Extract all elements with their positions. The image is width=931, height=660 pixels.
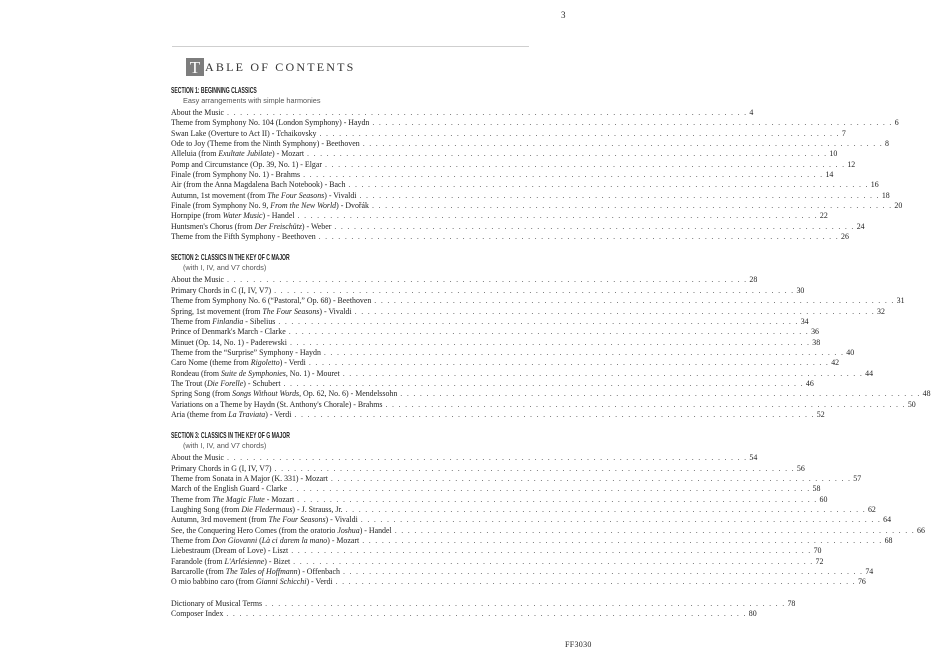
entry-title-text: ) - Bizet <box>264 556 291 566</box>
dot-leader: . . . . . . . . . . . . . . . . . . . . . . . . . . . . . . . . . . . . . . . . . . . . . . . . . . . . . . . . . . . . . . . . . . . . . . . . . . . . . . . . <box>372 201 893 211</box>
toc-entry <box>171 399 916 410</box>
entry-title-text: Primary Chords in C (I, IV, V7) <box>171 285 272 295</box>
toc-entry <box>171 546 822 556</box>
toc-entry <box>171 159 856 170</box>
entry-page-number: 78 <box>787 598 796 608</box>
entry-title-text: Theme from <box>171 536 213 546</box>
entry-title <box>171 307 352 317</box>
dot-leader: . . . . . . . . . . . . . . . . . . . . . . . . . . . . . . . . . . . . . . . . . . . . . . . . . . . . . . . . . . . . . . . . . . . . . . . . . . . . . . . . <box>303 170 824 180</box>
dot-leader: . . . . . . . . . . . . . . . . . . . . . . . . . . . . . . . . . . . . . . . . . . . . . . . . . . . . . . . . . . . . . . . . . . . . . . . . . . . . . . . . <box>330 473 852 483</box>
dot-leader: . . . . . . . . . . . . . . . . . . . . . . . . . . . . . . . . . . . . . . . . . . . . . . . . . . . . . . . . . . . . . . . . . . . . . . . . . . . . . . . . <box>297 494 818 504</box>
entry-page-number: 62 <box>867 505 876 514</box>
toc-entry <box>171 190 890 201</box>
entry-title-text: Rondeau (from <box>171 368 221 378</box>
entry-title <box>171 129 316 139</box>
entry-title-italic: The Four Seasons <box>268 515 326 525</box>
section-subtitle: (with I, IV, and V7 chords) <box>183 263 267 273</box>
entry-title-text: Spring, 1st movement (from <box>171 306 263 316</box>
toc-entry <box>171 285 805 296</box>
page-number: 3 <box>561 10 566 20</box>
entry-page-number: 80 <box>748 609 757 619</box>
entry-title <box>171 389 397 399</box>
dot-leader: . . . . . . . . . . . . . . . . . . . . . . . . . . . . . . . . . . . . . . . . . . . . . . . . . . . . . . . . . . . . . . . . . . . . . . . . . . . . . . . . <box>291 546 812 556</box>
entry-title-italic: The Magic Flute <box>212 494 265 504</box>
entry-title-text: , No. 1) - Mouret <box>285 368 340 378</box>
entry-title-text: ) - Vivaldi <box>324 190 357 200</box>
entry-title-text: ) - Offenbach <box>297 567 340 577</box>
entry-title-text: Pomp and Circumstance (Op. 39, No. 1) - Elgar <box>171 159 322 169</box>
entry-title-text: Barcarolle (from <box>171 567 226 577</box>
entry-title-text: ) - Verdi <box>279 358 306 368</box>
entry-title-italic: From the New World <box>270 201 337 211</box>
toc-entry <box>171 275 758 285</box>
entry-title-text: ) - Handel <box>359 525 392 535</box>
toc-entry <box>171 453 758 463</box>
entry-title-text: Caro Nome (theme from <box>171 358 251 368</box>
entry-title-text: ( <box>257 536 262 546</box>
toc-entry <box>171 347 855 358</box>
entry-title <box>171 505 343 515</box>
entry-title-italic: Rigoletto <box>250 358 280 368</box>
header-rule <box>172 46 529 47</box>
entry-title <box>171 232 316 242</box>
dot-leader: . . . . . . . . . . . . . . . . . . . . . . . . . . . . . . . . . . . . . . . . . . . . . . . . . . . . . . . . . . . . . . . . . . . . . . . . . . . . . . . . <box>394 525 916 535</box>
entry-title-italic: Die Fledermaus <box>241 505 293 514</box>
entry-title-text: Minuet (Op. 14, No. 1) - Paderewski <box>171 337 287 347</box>
entry-title-text: ) - Schubert <box>243 378 281 388</box>
entry-title-text: Finale (from Symphony No. 9, <box>171 201 271 211</box>
dot-leader: . . . . . . . . . . . . . . . . . . . . . . . . . . . . . . . . . . . . . . . . . . . . . . . . . . . . . . . . . . . . . . . . . . . . . . . . . . . . . . . . <box>342 567 864 577</box>
entry-title-text: Theme from <box>171 494 213 504</box>
entry-page-number: 8 <box>885 139 889 149</box>
dot-leader: . . . . . . . . . . . . . . . . . . . . . . . . . . . . . . . . . . . . . . . . . . . . . . . . . . . . . . . . . . . . . . . . . . . . . . . . . . . . . . . . <box>308 358 830 368</box>
entry-page-number: 10 <box>829 149 838 159</box>
entry-title-text: Hornpipe (from <box>171 211 223 221</box>
entry-page-number: 70 <box>813 546 822 556</box>
entry-title-text: About the Music <box>171 453 225 463</box>
entry-page-number: 52 <box>816 409 825 419</box>
toc-entry <box>171 567 874 577</box>
entry-page-number: 34 <box>800 316 809 326</box>
toc-section <box>171 253 931 420</box>
entry-title-italic: Water Music <box>222 211 263 221</box>
toc-entry <box>171 232 849 242</box>
dot-leader: . . . . . . . . . . . . . . . . . . . . . . . . . . . . . . . . . . . . . . . . . . . . . . . . . . . . . . . . . . . . . . . . . . . . . . . . . . . . . . . . <box>318 232 839 242</box>
entry-title-text: Ode to Joy (Theme from the Ninth Symphony) - Beethoven <box>171 139 360 149</box>
entry-title-text: Spring Song (from <box>171 389 233 399</box>
dot-leader: . . . . . . . . . . . . . . . . . . . . . . . . . . . . . . . . . . . . . . . . . . . . . . . . . . . . . . . . . . . . . . . . . . . . . . . . . . . . . . . . <box>226 609 747 619</box>
entry-title <box>171 410 291 420</box>
entry-title-text: ) - J. Strauss, Jr. <box>292 505 343 514</box>
dot-leader: . . . . . . . . . . . . . . . . . . . . . . . . . . . . . . . . . . . . . . . . . . . . . . . . . . . . . . . . . . . . . . . . . . . . . . . . . . . . . . . . <box>374 296 895 306</box>
entry-title-italic: The Tales of Hoffmann <box>225 567 298 577</box>
entry-title <box>171 108 224 118</box>
entry-title <box>171 400 382 410</box>
dot-leader: . . . . . . . . . . . . . . . . . . . . . . . . . . . . . . . . . . . . . . . . . . . . . . . . . . . . . . . . . . . . . . . . . . . . . . . . . . . . . . . . <box>294 409 815 419</box>
toc-entry <box>171 494 828 505</box>
entry-title <box>171 609 223 619</box>
entry-title <box>171 160 322 170</box>
toc-extras <box>171 598 796 620</box>
toc-entry <box>171 139 889 149</box>
entry-title-italic: Joshua <box>337 525 360 535</box>
dot-leader: . . . . . . . . . . . . . . . . . . . . . . . . . . . . . . . . . . . . . . . . . . . . . . . . . . . . . . . . . . . . . . . . . . . . . . . . . . . . . . . . <box>342 368 864 378</box>
entry-page-number: 32 <box>877 306 885 316</box>
entry-title <box>171 577 333 587</box>
entry-title-text: - Sibelius <box>243 316 276 326</box>
entry-title-text: The Trout ( <box>171 378 207 388</box>
toc-entry <box>171 128 846 139</box>
entry-title <box>171 495 294 505</box>
dot-leader: . . . . . . . . . . . . . . . . . . . . . . . . . . . . . . . . . . . . . . . . . . . . . . . . . . . . . . . . . . . . . . . . . . . . . . . . . . . . . . . . <box>297 211 818 221</box>
dot-leader: . . . . . . . . . . . . . . . . . . . . . . . . . . . . . . . . . . . . . . . . . . . . . . . . . . . . . . . . . . . . . . . . . . . . . . . . . . . . . . . . <box>400 389 921 399</box>
dot-leader: . . . . . . . . . . . . . . . . . . . . . . . . . . . . . . . . . . . . . . . . . . . . . . . . . . . . . . . . . . . . . . . . . . . . . . . . . . . . . . . . <box>278 316 799 326</box>
entry-title-italic: The Four Seasons <box>262 306 320 316</box>
footer-code: FF3030 <box>565 640 592 649</box>
toc-entry <box>171 577 866 587</box>
entry-title <box>171 286 271 296</box>
entry-title-italic: Là ci darem la mano <box>261 536 328 546</box>
dot-leader: . . . . . . . . . . . . . . . . . . . . . . . . . . . . . . . . . . . . . . . . . . . . . . . . . . . . . . . . . . . . . . . . . . . . . . . . . . . . . . . . <box>288 327 810 337</box>
entry-page-number: 20 <box>894 201 903 211</box>
dot-leader: . . . . . . . . . . . . . . . . . . . . . . . . . . . . . . . . . . . . . . . . . . . . . . . . . . . . . . . . . . . . . . . . . . . . . . . . . . . . . . . . <box>348 180 869 190</box>
entry-title-italic: Exultate Jubilate <box>218 149 273 159</box>
entry-title-text: ) - Vivaldi <box>319 306 352 316</box>
entry-title-italic: The Four Seasons <box>267 190 325 200</box>
toc-entry <box>171 118 899 128</box>
toc-section <box>171 431 925 587</box>
entry-page-number: 16 <box>870 180 879 190</box>
title-rest: ABLE OF CONTENTS <box>205 59 356 74</box>
dot-leader: . . . . . . . . . . . . . . . . . . . . . . . . . . . . . . . . . . . . . . . . . . . . . . . . . . . . . . . . . . . . . . . . . . . . . . . . . . . . . . . . <box>227 108 748 117</box>
entry-title-italic: La Traviata <box>228 409 266 419</box>
entry-title-text: Theme from the Fifth Symphony - Beethoven <box>171 232 316 242</box>
dot-leader: . . . . . . . . . . . . . . . . . . . . . . . . . . . . . . . . . . . . . . . . . . . . . . . . . . . . . . . . . . . . . . . . . . . . . . . . . . . . . . . . <box>359 190 880 200</box>
dot-leader: . . . . . . . . . . . . . . . . . . . . . . . . . . . . . . . . . . . . . . . . . . . . . . . . . . . . . . . . . . . . . . . . . . . . . . . . . . . . . . . . <box>265 598 786 608</box>
entry-title-text: ) - Mozart <box>327 536 360 546</box>
entry-page-number: 68 <box>884 536 893 546</box>
toc-entry <box>171 505 876 515</box>
entry-title-text: , Op. 62, No. 6) - Mendelssohn <box>299 389 398 399</box>
entry-page-number: 30 <box>796 285 805 295</box>
section-heading: SECTION 1: BEGINNING CLASSICS <box>171 86 257 95</box>
entry-title-text: Theme from <box>171 316 213 326</box>
toc-entry <box>171 306 885 317</box>
dot-leader: . . . . . . . . . . . . . . . . . . . . . . . . . . . . . . . . . . . . . . . . . . . . . . . . . . . . . . . . . . . . . . . . . . . . . . . . . . . . . . . . <box>274 463 795 473</box>
entry-page-number: 74 <box>865 567 874 577</box>
entry-title-text: ) - Handel <box>262 211 295 221</box>
entry-page-number: 46 <box>805 378 814 388</box>
entry-title-text: ) - Dvořák <box>336 201 370 211</box>
entry-page-number: 72 <box>815 556 824 566</box>
entry-title <box>171 546 288 556</box>
entry-title-text: Prince of Denmark's March - Clarke <box>171 327 286 337</box>
entry-page-number: 28 <box>749 275 758 285</box>
dot-leader: . . . . . . . . . . . . . . . . . . . . . . . . . . . . . . . . . . . . . . . . . . . . . . . . . . . . . . . . . . . . . . . . . . . . . . . . . . . . . . . . <box>323 347 845 357</box>
dot-leader: . . . . . . . . . . . . . . . . . . . . . . . . . . . . . . . . . . . . . . . . . . . . . . . . . . . . . . . . . . . . . . . . . . . . . . . . . . . . . . . . <box>307 149 828 159</box>
toc-entry <box>171 358 840 368</box>
dot-leader: . . . . . . . . . . . . . . . . . . . . . . . . . . . . . . . . . . . . . . . . . . . . . . . . . . . . . . . . . . . . . . . . . . . . . . . . . . . . . . . . <box>227 275 748 285</box>
entry-title-text: Composer Index <box>171 609 224 619</box>
toc-entry <box>171 515 892 525</box>
dot-leader: . . . . . . . . . . . . . . . . . . . . . . . . . . . . . . . . . . . . . . . . . . . . . . . . . . . . . . . . . . . . . . . . . . . . . . . . . . . . . . . . <box>360 515 882 525</box>
entry-page-number: 40 <box>846 347 855 357</box>
entry-page-number: 58 <box>812 484 821 494</box>
toc-entry <box>171 211 828 221</box>
entry-title <box>171 526 392 536</box>
entry-page-number: 54 <box>749 453 758 463</box>
dot-leader: . . . . . . . . . . . . . . . . . . . . . . . . . . . . . . . . . . . . . . . . . . . . . . . . . . . . . . . . . . . . . . . . . . . . . . . . . . . . . . . . <box>345 505 866 514</box>
entry-page-number: 64 <box>883 515 892 525</box>
section-subtitle: (with I, IV, and V7 chords) <box>183 441 267 451</box>
entry-page-number: 6 <box>894 118 899 128</box>
entry-title <box>171 149 304 159</box>
entry-title <box>171 379 281 389</box>
entry-title-text: Aria (theme from <box>171 409 229 419</box>
entry-title <box>171 201 369 211</box>
entry-page-number: 26 <box>841 232 849 242</box>
toc-entry <box>171 108 754 118</box>
toc-entry <box>171 463 805 474</box>
entry-title-text: About the Music <box>171 275 225 285</box>
entry-title-text: Liebestraum (Dream of Love) - Liszt <box>171 546 289 556</box>
entry-title <box>171 317 275 327</box>
entry-title <box>171 369 340 379</box>
dot-leader: . . . . . . . . . . . . . . . . . . . . . . . . . . . . . . . . . . . . . . . . . . . . . . . . . . . . . . . . . . . . . . . . . . . . . . . . . . . . . . . . <box>290 484 811 494</box>
title-initial: T <box>186 58 204 76</box>
dot-leader: . . . . . . . . . . . . . . . . . . . . . . . . . . . . . . . . . . . . . . . . . . . . . . . . . . . . . . . . . . . . . . . . . . . . . . . . . . . . . . . . <box>293 556 814 566</box>
entry-title <box>171 567 340 577</box>
entry-page-number: 48 <box>922 389 931 399</box>
entry-title-text: Variations on a Theme by Haydn (St. Anthony's Chorale) - Brahms <box>171 399 383 409</box>
entry-page-number: 22 <box>819 211 828 221</box>
entry-title-text: Laughing Song (from <box>171 505 242 514</box>
entry-title-text: Autumn, 1st movement (from <box>171 190 268 200</box>
entry-title-italic: Don Giovanni <box>212 536 258 546</box>
entry-title-text: Primary Chords in G (I, IV, V7) <box>171 463 272 473</box>
entry-title-text: ) - Verdi <box>265 409 292 419</box>
entry-page-number: 12 <box>847 159 856 169</box>
entry-title <box>171 515 358 525</box>
toc-entry <box>171 598 796 609</box>
dot-leader: . . . . . . . . . . . . . . . . . . . . . . . . . . . . . . . . . . . . . . . . . . . . . . . . . . . . . . . . . . . . . . . . . . . . . . . . . . . . . . . . <box>354 306 876 316</box>
entry-title <box>171 296 371 306</box>
entry-page-number: 42 <box>831 358 840 368</box>
entry-title-text: Autumn, 3rd movement (from <box>171 515 269 525</box>
section-heading: SECTION 2: CLASSICS IN THE KEY OF C MAJOR <box>171 253 290 263</box>
entry-page-number: 36 <box>811 327 819 337</box>
entry-title-text: March of the English Guard - Clarke <box>171 484 288 494</box>
dot-leader: . . . . . . . . . . . . . . . . . . . . . . . . . . . . . . . . . . . . . . . . . . . . . . . . . . . . . . . . . . . . . . . . . . . . . . . . . . . . . . . . <box>289 337 811 347</box>
entry-title <box>171 222 331 232</box>
section-subtitle: Easy arrangements with simple harmonies <box>183 96 321 105</box>
entry-title-text: Air (from the Anna Magdalena Bach Notebook) - Bach <box>171 180 346 190</box>
dot-leader: . . . . . . . . . . . . . . . . . . . . . . . . . . . . . . . . . . . . . . . . . . . . . . . . . . . . . . . . . . . . . . . . . . . . . . . . . . . . . . . . <box>325 159 846 169</box>
dot-leader: . . . . . . . . . . . . . . . . . . . . . . . . . . . . . . . . . . . . . . . . . . . . . . . . . . . . . . . . . . . . . . . . . . . . . . . . . . . . . . . . <box>274 285 795 295</box>
toc-entry <box>171 337 821 348</box>
entry-title <box>171 139 360 149</box>
entry-title-italic: Finlandia <box>212 316 244 326</box>
entry-page-number: 60 <box>819 494 828 504</box>
entry-title <box>171 348 321 358</box>
entry-title <box>171 557 290 567</box>
entry-title <box>171 275 224 285</box>
dot-leader: . . . . . . . . . . . . . . . . . . . . . . . . . . . . . . . . . . . . . . . . . . . . . . . . . . . . . . . . . . . . . . . . . . . . . . . . . . . . . . . . <box>227 453 748 463</box>
entry-title-text: - Mozart <box>264 494 295 504</box>
toc-entry <box>171 327 819 337</box>
entry-page-number: 38 <box>812 337 821 347</box>
entry-title-text: Farandole (from <box>171 556 225 566</box>
entry-title-text: ) - Mozart <box>272 149 305 159</box>
toc-entry <box>171 609 757 619</box>
dot-leader: . . . . . . . . . . . . . . . . . . . . . . . . . . . . . . . . . . . . . . . . . . . . . . . . . . . . . . . . . . . . . . . . . . . . . . . . . . . . . . . . <box>372 118 893 128</box>
entry-title-text: Huntsmen's Chorus (from <box>171 221 255 231</box>
entry-title-text: ) - Verdi <box>306 577 333 587</box>
toc-entry <box>171 201 903 211</box>
entry-title <box>171 170 300 180</box>
entry-title <box>171 599 262 609</box>
entry-title <box>171 338 287 348</box>
entry-title <box>171 191 356 201</box>
entry-title-italic: Gianni Schicchi <box>255 577 307 587</box>
entry-page-number: 57 <box>853 473 862 483</box>
entry-title <box>171 327 286 337</box>
entry-title <box>171 484 287 494</box>
toc-entry <box>171 409 825 420</box>
entry-title <box>171 118 369 128</box>
entry-title <box>171 211 295 221</box>
dot-leader: . . . . . . . . . . . . . . . . . . . . . . . . . . . . . . . . . . . . . . . . . . . . . . . . . . . . . . . . . . . . . . . . . . . . . . . . . . . . . . . . <box>335 577 856 587</box>
entry-title-text: Alleluia (from <box>171 149 219 159</box>
entry-title-text: Finale (from Symphony No. 1) - Brahms <box>171 170 301 180</box>
section-heading: SECTION 3: CLASSICS IN THE KEY OF G MAJOR <box>171 431 290 441</box>
toc-entry <box>171 368 874 379</box>
dot-leader: . . . . . . . . . . . . . . . . . . . . . . . . . . . . . . . . . . . . . . . . . . . . . . . . . . . . . . . . . . . . . . . . . . . . . . . . . . . . . . . . <box>385 399 906 409</box>
entry-title-text: Theme from Symphony No. 6 (“Pastoral,” Op. 68) - Beethoven <box>171 296 372 306</box>
page-title <box>186 58 356 76</box>
entry-title-italic: Songs Without Words <box>232 389 300 399</box>
entry-title-italic: Die Forelle <box>206 378 244 388</box>
entry-page-number: 76 <box>857 577 866 587</box>
entry-title-italic: Suite de Symphonies <box>220 368 286 378</box>
entry-title-text: Theme from the “Surprise” Symphony - Haydn <box>171 347 321 357</box>
entry-title-text: Swan Lake (Overture to Act II) - Tchaikovsky <box>171 128 317 138</box>
toc-entry <box>171 296 905 306</box>
toc-entry <box>171 536 893 546</box>
entry-page-number: 44 <box>865 368 874 378</box>
entry-title-text: ) - Vivaldi <box>325 515 358 525</box>
dot-leader: . . . . . . . . . . . . . . . . . . . . . . . . . . . . . . . . . . . . . . . . . . . . . . . . . . . . . . . . . . . . . . . . . . . . . . . . . . . . . . . . <box>362 536 883 546</box>
entry-page-number: 18 <box>881 190 890 200</box>
toc-entry <box>171 484 821 494</box>
toc-entry <box>171 221 865 232</box>
toc-entry <box>171 525 925 536</box>
entry-title-text: ) - Weber <box>301 221 332 231</box>
entry-title-italic: Der Freischütz <box>254 221 302 231</box>
toc-entry <box>171 170 834 180</box>
entry-page-number: 31 <box>896 296 905 306</box>
entry-title <box>171 536 359 546</box>
entry-page-number: 56 <box>796 463 805 473</box>
toc-entry <box>171 556 824 567</box>
entry-page-number: 7 <box>841 128 846 138</box>
dot-leader: . . . . . . . . . . . . . . . . . . . . . . . . . . . . . . . . . . . . . . . . . . . . . . . . . . . . . . . . . . . . . . . . . . . . . . . . . . . . . . . . <box>283 378 804 388</box>
entry-title-text: O mio babbino caro (from <box>171 577 256 587</box>
entry-title-italic: L'Arlésienne <box>224 556 265 566</box>
toc-entry <box>171 473 862 484</box>
table-of-contents <box>171 86 931 619</box>
entry-title-text: Theme from Sonata in A Major (K. 331) - Mozart <box>171 473 328 483</box>
toc-entry <box>171 316 809 327</box>
entry-title <box>171 453 224 463</box>
entry-page-number: 66 <box>917 525 925 535</box>
dot-leader: . . . . . . . . . . . . . . . . . . . . . . . . . . . . . . . . . . . . . . . . . . . . . . . . . . . . . . . . . . . . . . . . . . . . . . . . . . . . . . . . <box>362 139 884 149</box>
entry-title-text: Theme from Symphony No. 104 (London Symphony) - Haydn <box>171 118 370 128</box>
toc-entry <box>171 180 879 190</box>
entry-title <box>171 474 328 484</box>
entry-title <box>171 180 345 190</box>
toc-entry <box>171 149 838 159</box>
entry-title <box>171 358 306 368</box>
toc-section <box>171 86 903 242</box>
entry-title-text: About the Music <box>171 108 225 117</box>
entry-title-text: See, the Conquering Hero Comes (from the oratorio <box>171 525 338 535</box>
toc-entry <box>171 389 931 399</box>
entry-page-number: 50 <box>907 399 916 409</box>
dot-leader: . . . . . . . . . . . . . . . . . . . . . . . . . . . . . . . . . . . . . . . . . . . . . . . . . . . . . . . . . . . . . . . . . . . . . . . . . . . . . . . . <box>334 221 855 231</box>
entry-page-number: 24 <box>856 221 865 231</box>
entry-title-text: Dictionary of Musical Terms <box>171 598 263 608</box>
entry-title <box>171 464 272 474</box>
dot-leader: . . . . . . . . . . . . . . . . . . . . . . . . . . . . . . . . . . . . . . . . . . . . . . . . . . . . . . . . . . . . . . . . . . . . . . . . . . . . . . . . <box>319 128 840 138</box>
entry-page-number: 14 <box>825 170 834 180</box>
entry-page-number: 4 <box>749 108 754 117</box>
toc-entry <box>171 378 814 389</box>
